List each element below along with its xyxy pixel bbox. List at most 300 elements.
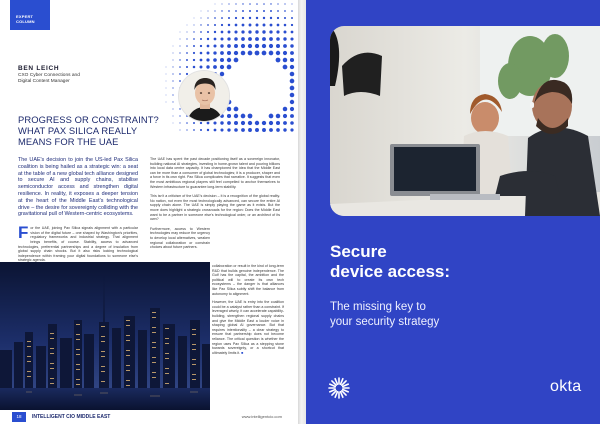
author-portrait-illustration — [179, 71, 230, 122]
article-paragraph — [212, 300, 284, 355]
decoration-dot — [200, 59, 203, 62]
decoration-dot — [193, 59, 195, 61]
article-paragraph — [18, 223, 138, 263]
window-light — [76, 364, 80, 365]
window-light — [101, 326, 105, 327]
decoration-dot — [269, 128, 273, 132]
ad-subheadline — [330, 300, 560, 330]
page-gutter — [298, 0, 306, 424]
decoration-dot — [172, 94, 173, 95]
decoration-dot — [221, 3, 222, 4]
decoration-dot — [193, 38, 195, 40]
expert-tag-line1: EXPERT — [16, 14, 34, 19]
decoration-dot — [227, 58, 231, 62]
decoration-dot — [166, 74, 167, 75]
okta-starburst-icon — [328, 377, 350, 399]
window-light — [27, 346, 31, 347]
decoration-dot — [179, 80, 181, 82]
decoration-dot — [193, 129, 195, 131]
window-light — [126, 320, 130, 321]
window-light — [152, 377, 156, 378]
decoration-dot — [172, 80, 173, 81]
decoration-dot — [290, 72, 295, 77]
window-light — [101, 356, 105, 357]
window-light — [126, 335, 130, 336]
window-light — [165, 353, 169, 354]
decoration-dot — [234, 51, 238, 55]
window-light — [50, 348, 54, 349]
decoration-dot — [193, 31, 194, 32]
decoration-dot — [241, 114, 246, 119]
okta-logo: okta — [550, 378, 582, 395]
decoration-dot — [248, 44, 252, 48]
decoration-dot — [200, 122, 202, 124]
decoration-dot — [172, 66, 173, 67]
decoration-dot — [193, 122, 195, 124]
decoration-dot — [255, 44, 259, 48]
decoration-dot — [200, 38, 202, 40]
decoration-dot — [186, 31, 187, 32]
decoration-dot — [227, 107, 231, 111]
decoration-dot — [262, 51, 267, 56]
decoration-dot — [263, 17, 265, 19]
decoration-dot — [241, 121, 245, 125]
decoration-dot — [173, 46, 174, 47]
decoration-dot — [214, 10, 215, 11]
decoration-dot — [284, 3, 285, 4]
decoration-dot — [276, 128, 280, 132]
decoration-dot — [172, 87, 173, 88]
window-light — [27, 361, 31, 362]
decoration-dot — [207, 122, 210, 125]
window-light — [152, 347, 156, 348]
window-light — [192, 349, 196, 350]
window-light — [192, 344, 196, 345]
decoration-dot — [166, 88, 167, 89]
decoration-dot — [269, 30, 272, 33]
decoration-dot — [290, 86, 295, 91]
ad-subheadline-line2: your security strategy — [330, 316, 440, 328]
decoration-dot — [234, 128, 238, 132]
decoration-dot — [228, 3, 229, 4]
decoration-dot — [200, 31, 202, 33]
article-paragraph: collaboration or result in the kind of long-term R&D that builds genuine independence. The Gulf has the capital, the ambition and the political will to create its own tech ecosystems – the danger is that alliances like Pax Silica subtly shift the balance from autonomy to alignment. — [212, 264, 284, 296]
decoration-dot — [220, 128, 223, 131]
decoration-dot — [207, 17, 208, 18]
window-light — [126, 370, 130, 371]
decoration-dot — [270, 10, 272, 12]
decoration-dot — [221, 10, 222, 11]
decoration-dot — [249, 3, 251, 5]
decoration-dot — [220, 65, 224, 69]
decoration-dot — [276, 58, 281, 63]
decoration-dot — [269, 51, 274, 56]
decoration-dot — [207, 24, 209, 26]
decoration-dot — [207, 38, 209, 40]
decoration-dot — [284, 17, 286, 19]
decoration-dot — [290, 93, 295, 98]
decoration-dot — [284, 24, 287, 27]
window-light — [192, 329, 196, 330]
decoration-dot — [290, 128, 293, 131]
decoration-dot — [242, 17, 244, 19]
article-paragraph-text: or the UAE, joining Pax Silica signals alignment with a particular vision of the digital future – one shaped by Washington's priorities, regulatory frameworks and industrial strategy. That alignment brings benefits, of course. Stability, access to advanced technologies, preferential partnerships and a degree of insulation from global supply chain shocks. But it also risks locking technological independence within framing your digital foundations to someone else's strategic agenda. — [18, 226, 138, 263]
decoration-dot — [276, 51, 280, 55]
window-light — [50, 378, 54, 379]
decoration-dot — [263, 10, 265, 12]
decoration-dot — [180, 32, 181, 33]
decoration-dot — [262, 37, 266, 41]
decoration-dot — [227, 121, 231, 125]
decoration-dot — [262, 121, 266, 125]
decoration-dot — [256, 17, 258, 19]
decoration-dot — [283, 128, 286, 131]
window-light — [165, 328, 169, 329]
decoration-dot — [179, 59, 180, 60]
decoration-dot — [242, 24, 245, 27]
decoration-dot — [214, 38, 217, 41]
window-light — [165, 373, 169, 374]
decoration-dot — [227, 37, 230, 40]
decoration-dot — [186, 52, 188, 54]
decoration-dot — [213, 65, 217, 69]
window-light — [165, 338, 169, 339]
decoration-dot — [186, 38, 187, 39]
window-light — [152, 342, 156, 343]
decoration-dot — [227, 51, 231, 55]
decoration-dot — [242, 3, 243, 4]
decoration-dot — [207, 129, 209, 131]
decoration-dot — [214, 31, 216, 33]
decoration-dot — [255, 121, 259, 125]
decoration-dot — [290, 100, 294, 104]
decoration-dot — [228, 17, 230, 19]
decoration-dot — [214, 24, 216, 26]
window-light — [76, 354, 80, 355]
decoration-dot — [186, 59, 188, 61]
decoration-dot — [213, 121, 216, 124]
window-light — [27, 356, 31, 357]
article-column-right — [150, 157, 280, 255]
decoration-dot — [220, 121, 223, 124]
window-light — [50, 383, 54, 384]
ad-headline-line2: device access: — [330, 262, 451, 281]
decoration-dot — [290, 37, 293, 40]
decoration-dot — [248, 37, 252, 41]
decoration-dot — [208, 11, 209, 12]
decoration-dot — [187, 25, 188, 26]
window-light — [27, 341, 31, 342]
okta-advertisement-page — [306, 0, 600, 424]
window-light — [76, 379, 80, 380]
decoration-dot — [172, 108, 173, 109]
decoration-dot — [290, 58, 294, 62]
ad-headline — [330, 242, 580, 282]
office-photo — [330, 26, 600, 216]
headline-line3: MEANS FOR THE UAE — [18, 136, 119, 147]
headline-line2: WHAT PAX SILICA REALLY — [18, 125, 138, 136]
decoration-dot — [270, 3, 271, 4]
decoration-dot — [262, 30, 265, 33]
window-light — [50, 333, 54, 334]
ad-subheadline-line1: The missing key to — [330, 301, 426, 313]
decoration-dot — [200, 66, 203, 69]
decoration-dot — [193, 24, 194, 25]
decoration-dot — [172, 101, 173, 102]
decoration-dot — [290, 79, 295, 84]
decoration-dot — [284, 10, 286, 12]
decoration-dot — [179, 45, 180, 46]
decoration-dot — [283, 37, 286, 40]
decoration-dot — [186, 129, 187, 130]
decoration-dot — [207, 45, 210, 48]
decoration-dot — [241, 37, 245, 41]
decoration-dot — [179, 52, 180, 53]
window-light — [152, 362, 156, 363]
article-paragraph: This isn't a criticism of the UAE's decision – it is a recognition of the global reality. No nation, not even the most technologically advanced, can secure the entire AI supply chain alone. The UAE is simply playing the game as it exists. But the move does highlight a strategic crossroads for the region: Does the Middle East want to be a partner in someone else's technological order, or an architect of its own? — [150, 194, 280, 222]
decoration-dot — [269, 44, 273, 48]
window-light — [192, 379, 196, 380]
decoration-dot — [228, 24, 230, 26]
decoration-dot — [227, 128, 230, 131]
decoration-dot — [283, 114, 287, 118]
window-light — [27, 371, 31, 372]
decoration-dot — [220, 58, 224, 62]
article-column-tail — [212, 264, 284, 359]
decoration-dot — [248, 128, 252, 132]
window-light — [126, 355, 130, 356]
decoration-dot — [201, 11, 202, 12]
decoration-dot — [283, 65, 288, 70]
decoration-dot — [248, 51, 253, 56]
decoration-dot — [291, 31, 294, 34]
decoration-dot — [179, 73, 181, 75]
headline-line1: PROGRESS OR CONSTRAINT? — [18, 114, 159, 125]
decoration-dot — [291, 17, 293, 19]
window-light — [101, 336, 105, 337]
decoration-dot — [263, 3, 265, 5]
window-light — [50, 368, 54, 369]
decoration-dot — [242, 10, 244, 12]
decoration-dot — [276, 114, 280, 118]
decoration-dot — [291, 3, 292, 4]
decoration-dot — [166, 95, 167, 96]
author-role — [18, 73, 138, 85]
decoration-dot — [269, 37, 273, 41]
decoration-dot — [215, 4, 216, 5]
window-light — [101, 371, 105, 372]
decoration-dot — [277, 17, 279, 19]
decoration-dot — [180, 39, 181, 40]
decoration-dot — [290, 65, 294, 69]
decoration-dot — [234, 121, 238, 125]
decoration-dot — [276, 30, 279, 33]
drop-cap: F — [18, 223, 29, 243]
decoration-dot — [206, 58, 209, 61]
decoration-dot — [166, 81, 167, 82]
decoration-dot — [256, 3, 258, 5]
window-light — [152, 332, 156, 333]
window-light — [126, 350, 130, 351]
decoration-dot — [193, 52, 195, 54]
decoration-dot — [227, 114, 231, 118]
decoration-dot — [179, 66, 181, 68]
decoration-dot — [277, 10, 279, 12]
article-paragraph: Furthermore, access to Western technologies may reduce the urgency to develop local alternatives, weaken regional collaboration or constrain choices about future partners. — [150, 226, 210, 250]
window-light — [101, 381, 105, 382]
window-light — [27, 376, 31, 377]
decoration-dot — [193, 66, 196, 69]
author-portrait — [178, 70, 230, 122]
decoration-dot — [207, 52, 210, 55]
window-light — [50, 353, 54, 354]
decoration-dot — [234, 58, 239, 63]
window-light — [152, 372, 156, 373]
article-paragraph-text: However, the UAE is entry into the coalition could be a catalyst rather than a constraint. If leveraged wisely, it can accelerate capability-building, strengthen regional supply chains and give the Middle East a louder voice in shaping global AI governance. But that requires intentionality – a clear strategy to ensure that partnership does not become reliance. The critical question is whether the region uses Pax Silica as a stepping stone towards sovereignty, or a shortcut that ultimately limits it. — [212, 300, 284, 355]
decoration-dot — [172, 73, 173, 74]
decoration-dot — [221, 31, 224, 34]
decoration-dot — [290, 121, 294, 125]
decoration-dot — [256, 10, 258, 12]
ad-headline-line1: Secure — [330, 242, 387, 261]
author-role-line2: Digital Content Manager — [18, 79, 70, 84]
window-light — [76, 334, 80, 335]
decoration-dot — [276, 121, 280, 125]
window-light — [101, 366, 105, 367]
decoration-dot — [277, 3, 278, 4]
decoration-dot — [263, 24, 266, 27]
window-light — [126, 340, 130, 341]
magazine-article-page — [0, 0, 298, 424]
window-light — [76, 324, 80, 325]
decoration-dot — [166, 102, 167, 103]
decoration-dot — [214, 17, 216, 19]
decoration-dot — [270, 17, 272, 19]
decoration-dot — [234, 107, 239, 112]
window-light — [152, 357, 156, 358]
expert-tag-line2: COLUMN — [16, 19, 35, 25]
decoration-dot — [277, 24, 280, 27]
decoration-dot — [255, 51, 260, 56]
window-light — [152, 327, 156, 328]
decoration-dot — [262, 44, 266, 48]
decoration-dot — [256, 24, 259, 27]
decoration-dot — [270, 24, 273, 27]
decoration-dot — [269, 121, 273, 125]
decoration-dot — [228, 31, 231, 34]
window-light — [192, 359, 196, 360]
window-light — [50, 363, 54, 364]
decoration-dot — [186, 122, 188, 124]
decoration-dot — [269, 114, 274, 119]
decoration-dot — [255, 37, 259, 41]
decoration-dot — [248, 114, 253, 119]
decoration-dot — [255, 30, 258, 33]
decoration-dot — [186, 66, 188, 68]
window-light — [126, 385, 130, 386]
decoration-dot — [207, 31, 209, 33]
decoration-dot — [227, 44, 231, 48]
page-number: 18 — [12, 412, 26, 422]
decoration-dot — [235, 10, 237, 12]
decoration-dot — [249, 10, 251, 12]
decoration-dot — [283, 58, 287, 62]
decoration-dot — [234, 37, 238, 41]
decoration-dot — [290, 114, 294, 118]
decoration-dot — [283, 51, 287, 55]
decoration-dot — [234, 30, 237, 33]
window-light — [192, 374, 196, 375]
article-column-left — [18, 157, 138, 268]
decoration-dot — [248, 121, 252, 125]
decoration-dot — [248, 30, 251, 33]
decoration-dot — [291, 10, 293, 12]
decoration-dot — [186, 45, 188, 47]
author-role-line1: CXO Cyber Connections and — [18, 73, 80, 78]
window-light — [152, 317, 156, 318]
decoration-dot — [234, 114, 238, 118]
decoration-dot — [220, 44, 223, 47]
window-light — [126, 380, 130, 381]
author-name: BEN LEICH — [18, 65, 60, 72]
decoration-dot — [227, 65, 232, 70]
decoration-dot — [241, 44, 245, 48]
decoration-dot — [284, 31, 287, 34]
decoration-dot — [214, 129, 217, 132]
magazine-url: www.intelligentcio.com — [241, 414, 282, 419]
decoration-dot — [283, 44, 287, 48]
page-footer — [0, 410, 298, 424]
decoration-dot — [290, 107, 294, 111]
decoration-dot — [255, 128, 259, 132]
decoration-dot — [213, 58, 217, 62]
window-light — [165, 358, 169, 359]
article-paragraph: The UAE has spent the past decade positioning itself as a sovereign innovator, building national AI strategies, investing in home-grown talent and pouring billions into local data centre capacity. It has championed the idea that the Middle East can be more than a consumer of global technologies; it is a producer, shaper and a force in its own right. Pax Silica complicates that narrative. It suggests that even the most ambitious regional players still feel compelled to anchor themselves to Western infrastructure to guarantee long-term stability. — [150, 157, 280, 189]
decoration-dot — [213, 44, 216, 47]
window-light — [76, 339, 80, 340]
decoration-dot — [235, 3, 236, 4]
decoration-dot — [276, 44, 280, 48]
expert-column-tag — [10, 0, 50, 30]
decoration-dot — [276, 37, 280, 41]
decoration-dot — [172, 59, 173, 60]
decoration-dot — [173, 53, 174, 54]
decoration-dot — [220, 37, 223, 40]
decoration-dot — [235, 17, 237, 19]
decoration-dot — [241, 128, 245, 132]
window-light — [126, 325, 130, 326]
decoration-dot — [166, 67, 167, 68]
decoration-dot — [249, 17, 251, 19]
decoration-dot — [249, 24, 252, 27]
decoration-dot — [200, 17, 201, 18]
decoration-dot — [234, 44, 238, 48]
decoration-dot — [200, 45, 202, 47]
window-light — [76, 369, 80, 370]
decoration-dot — [235, 24, 238, 27]
decoration-dot — [194, 18, 195, 19]
decoration-dot — [290, 51, 294, 55]
decoration-dot — [290, 44, 293, 47]
window-light — [192, 334, 196, 335]
decoration-dot — [291, 24, 293, 26]
decoration-dot — [213, 51, 216, 54]
decoration-dot — [221, 24, 223, 26]
decoration-dot — [220, 51, 224, 55]
window-light — [101, 341, 105, 342]
window-light — [165, 368, 169, 369]
window-light — [192, 364, 196, 365]
